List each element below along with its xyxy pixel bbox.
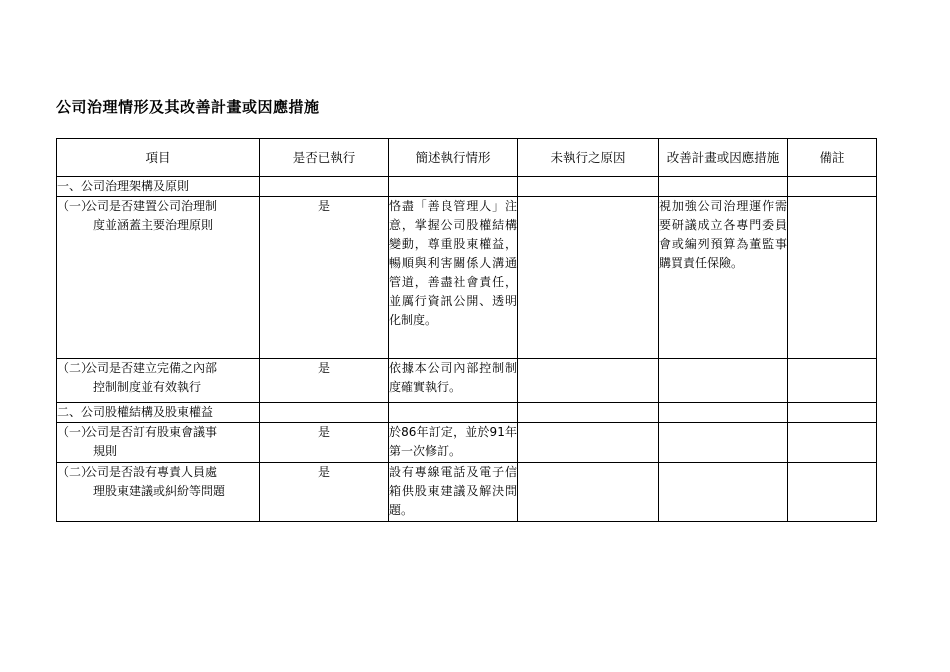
executed-cell: 是: [260, 423, 389, 463]
item-cell: [57, 197, 260, 359]
item-text-line1: 公司是否建立完備之內部: [85, 361, 218, 375]
item-number: （二）: [57, 465, 94, 479]
item-number: （二）: [57, 361, 94, 375]
section-label: 一、公司治理架構及原則: [57, 177, 260, 197]
item-text-line2: 規則: [93, 444, 118, 458]
document-title: 公司治理情形及其改善計畫或因應措施: [56, 98, 320, 116]
reason-cell: [518, 463, 659, 522]
remark-cell: [788, 463, 877, 522]
item-text-line2: 度並涵蓋主要治理原則: [93, 218, 214, 232]
header-executed: 是否已執行: [260, 139, 389, 177]
header-remark: 備註: [788, 139, 877, 177]
table-row: [57, 463, 877, 522]
governance-table: [56, 138, 877, 522]
description-cell: 於86年訂定，並於91年第一次修訂。: [389, 423, 518, 463]
description-cell: 依據本公司內部控制制度確實執行。: [389, 359, 518, 403]
plan-cell: [659, 359, 788, 403]
table-row: [57, 359, 877, 403]
item-number: （一）: [57, 425, 94, 439]
remark-cell: [788, 423, 877, 463]
executed-cell: 是: [260, 197, 389, 359]
description-cell: 設有專線電話及電子信箱供股東建議及解決問題。: [389, 463, 518, 522]
executed-cell: 是: [260, 463, 389, 522]
item-text-line1: 公司是否設有專責人員處: [85, 465, 218, 479]
header-reason: 未執行之原因: [518, 139, 659, 177]
remark-cell: [788, 359, 877, 403]
reason-cell: [518, 423, 659, 463]
reason-cell: [518, 197, 659, 359]
plan-cell: [659, 423, 788, 463]
item-text-line1: 公司是否建置公司治理制: [85, 199, 218, 213]
plan-cell: 視加強公司治理運作需要研議成立各專門委員會或編列預算為董監事購買責任保險。: [659, 197, 788, 359]
item-text-line1: 公司是否訂有股東會議事: [85, 425, 218, 439]
section-label: 二、公司股權結構及股東權益: [57, 403, 260, 423]
item-cell: [57, 423, 260, 463]
item-text-line2: 控制制度並有效執行: [93, 380, 202, 394]
table-row: [57, 423, 877, 463]
header-description: 簡述執行情形: [389, 139, 518, 177]
section-row: [57, 177, 877, 197]
reason-cell: [518, 359, 659, 403]
executed-cell: 是: [260, 359, 389, 403]
table-row: [57, 197, 877, 359]
header-item: 項目: [57, 139, 260, 177]
remark-cell: [788, 197, 877, 359]
item-number: （一）: [57, 199, 94, 213]
description-cell: 恪盡「善良管理人」注意，掌握公司股權結構變動，尊重股東權益，暢順與利害關係人溝通管道，善盡社會責任，並厲行資訊公開、透明化制度。: [389, 197, 518, 359]
item-cell: [57, 359, 260, 403]
plan-cell: [659, 463, 788, 522]
item-cell: [57, 463, 260, 522]
item-text-line2: 理股東建議或糾紛等問題: [93, 484, 226, 498]
header-row: [57, 139, 877, 177]
header-plan: 改善計畫或因應措施: [659, 139, 788, 177]
section-row: [57, 403, 877, 423]
